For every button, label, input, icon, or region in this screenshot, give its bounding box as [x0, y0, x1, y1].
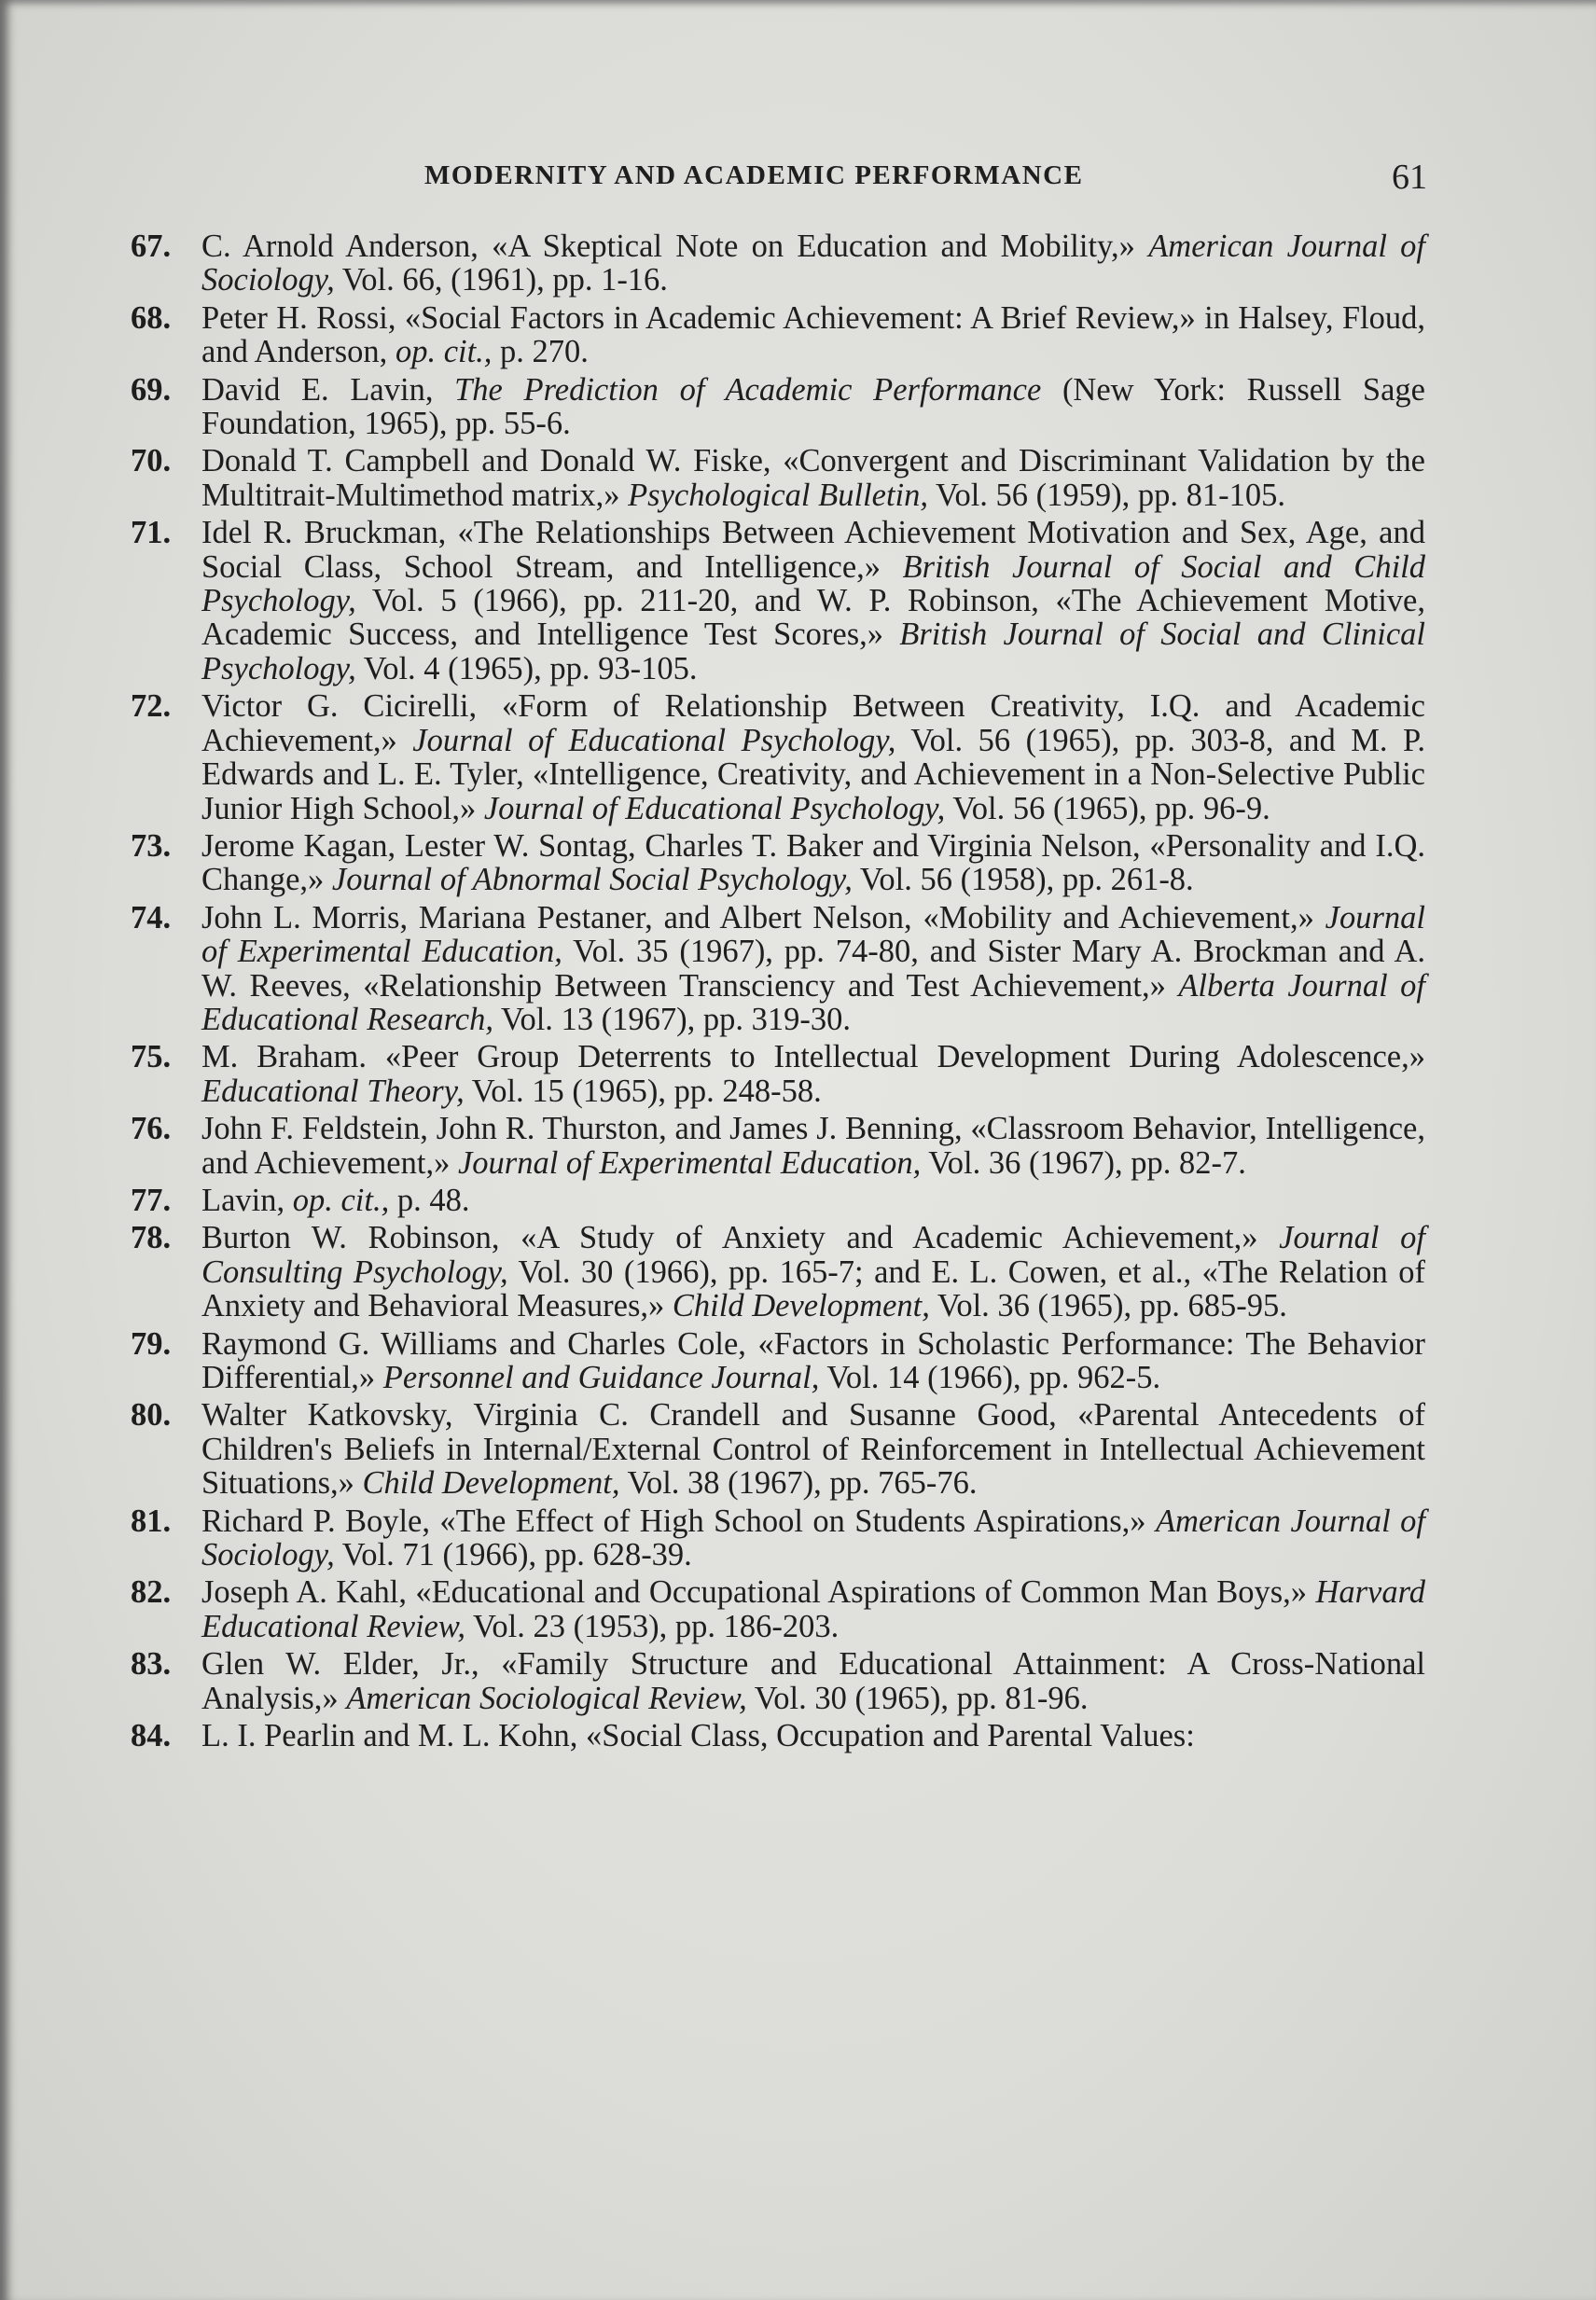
reference-title-italic: The Prediction of Academic Performance [454, 371, 1042, 408]
reference-item [131, 901, 1425, 1037]
reference-number: 81. [131, 1503, 172, 1539]
reference-title-italic: Journal of Experimental Education, [201, 899, 1425, 970]
reference-text: Vol. 30 (1966), pp. 165-7; and E. L. Cowen, et al., «The Relation of Anxiety and Behavioral Measures,» [201, 1254, 1425, 1324]
reference-text: Vol. 56 (1959), pp. 81-105. [928, 477, 1286, 513]
reference-text: Vol. 35 (1967), pp. 74-80, and Sister Mary A. Brockman and A. W. Reeves, «Relationship Between Transciency and Test Achievement,» [201, 934, 1425, 1004]
reference-list [131, 229, 1425, 1756]
reference-text: Vol. 36 (1967), pp. 82-7. [921, 1144, 1246, 1181]
reference-item [131, 1719, 1425, 1753]
page-number: 61 [1392, 158, 1427, 197]
reference-title-italic: Personnel and Guidance Journal, [382, 1360, 820, 1395]
reference-text: Vol. 5 (1966), pp. 211-20, and W. P. Robinson, «The Achievement Motive, Academic Success, and Intelligence Test Scores,» [201, 583, 1425, 653]
reference-item [131, 1327, 1425, 1395]
reference-item [131, 1112, 1425, 1180]
reference-text: Vol. 56 (1965), pp. 96-9. [945, 790, 1270, 826]
reference-text: Donald T. Campbell and Donald W. Fiske, «Convergent and Discriminant Validation by the Multitrait-Multimethod matrix,» [201, 443, 1425, 513]
reference-number: 70. [131, 443, 172, 479]
reference-item [131, 1504, 1425, 1573]
reference-text: David E. Lavin, [201, 371, 455, 408]
reference-number: 74. [131, 899, 172, 935]
running-title: MODERNITY AND ACADEMIC PERFORMANCE [424, 160, 1084, 190]
reference-text: Vol. 23 (1953), pp. 186-203. [465, 1608, 840, 1644]
reference-text: Vol. 13 (1967), pp. 319-30. [493, 1001, 852, 1037]
reference-item [131, 1221, 1425, 1323]
reference-number: 73. [131, 827, 172, 864]
reference-text: Vol. 30 (1965), pp. 81-96. [746, 1680, 1089, 1716]
reference-text: Peter H. Rossi, «Social Factors in Academic Achievement: A Brief Review,» in Halsey, Floud, and Anderson, [201, 299, 1425, 370]
reference-item [131, 1398, 1425, 1500]
reference-title-italic: Child Development, [362, 1465, 620, 1502]
reference-text: Vol. 56 (1958), pp. 261-8. [852, 862, 1194, 898]
reference-item [131, 444, 1425, 512]
reference-text: John F. Feldstein, John R. Thurston, and James J. Benning, «Classroom Behavior, Intelligence, and Achievement,» [201, 1111, 1425, 1181]
reference-title-italic: op. cit., [292, 1182, 390, 1218]
reference-number: 75. [131, 1039, 172, 1075]
reference-number: 82. [131, 1574, 172, 1611]
reference-item [131, 689, 1425, 825]
reference-text: Vol. 71 (1966), pp. 628-39. [334, 1537, 692, 1573]
reference-title-italic: Psychological Bulletin, [628, 477, 928, 513]
reference-number: 79. [131, 1325, 172, 1362]
reference-text: Vol. 66, (1961), pp. 1-16. [334, 262, 668, 298]
reference-text: C. Arnold Anderson, «A Skeptical Note on Education and Mobility,» [201, 229, 1149, 264]
reference-title-italic: Journal of Abnormal Social Psychology, [331, 862, 853, 898]
reference-item [131, 1184, 1425, 1217]
reference-title-italic: Journal of Educational Psychology, [412, 722, 896, 758]
reference-title-italic: American Journal of Sociology, [201, 229, 1426, 298]
reference-text: Vol. 14 (1966), pp. 962-5. [819, 1360, 1161, 1395]
reference-text: Burton W. Robinson, «A Study of Anxiety and Academic Achievement,» [201, 1220, 1280, 1256]
reference-number: 80. [131, 1397, 172, 1434]
reference-text: Joseph A. Kahl, «Educational and Occupational Aspirations of Common Man Boys,» [201, 1574, 1316, 1611]
reference-item [131, 1040, 1425, 1108]
reference-item [131, 1575, 1425, 1643]
reference-text: p. 48. [389, 1182, 470, 1218]
reference-title-italic: Harvard Educational Review, [201, 1574, 1425, 1644]
reference-text: Lavin, [201, 1182, 293, 1218]
reference-title-italic: Child Development, [672, 1288, 930, 1324]
reference-number: 83. [131, 1646, 172, 1683]
reference-item [131, 229, 1425, 298]
reference-item [131, 516, 1425, 686]
reference-number: 77. [131, 1182, 172, 1218]
reference-item [131, 301, 1425, 369]
reference-number: 68. [131, 299, 172, 336]
reference-number: 84. [131, 1718, 172, 1754]
page-header [424, 157, 1427, 198]
reference-text: Vol. 36 (1965), pp. 685-95. [929, 1288, 1287, 1324]
reference-number: 69. [131, 371, 172, 408]
reference-title-italic: op. cit., [395, 334, 493, 370]
reference-title-italic: Educational Theory, [201, 1073, 465, 1109]
reference-item [131, 829, 1425, 897]
reference-title-italic: Journal of Educational Psychology, [483, 790, 946, 826]
reference-text: Raymond G. Williams and Charles Cole, «Factors in Scholastic Performance: The Behavior Differential,» [201, 1325, 1425, 1395]
reference-text: Walter Katkovsky, Virginia C. Crandell and Susanne Good, «Parental Antecedents of Children's Beliefs in Internal/External Control of Reinforcement in Intellectual Achievement Situations,» [201, 1397, 1425, 1502]
reference-text: (New York: Russell Sage Foundation, 1965), pp. 55-6. [201, 371, 1425, 442]
reference-text: Idel R. Bruckman, «The Relationships Between Achievement Motivation and Sex, Age, and Social Class, School Stream, and Intelligence,» [201, 515, 1425, 585]
reference-title-italic: Alberta Journal of Educational Research, [201, 967, 1425, 1037]
reference-number: 67. [131, 229, 172, 264]
reference-title-italic: Journal of Consulting Psychology, [201, 1220, 1425, 1290]
reference-title-italic: American Journal of Sociology, [201, 1503, 1425, 1573]
reference-title-italic: Journal of Experimental Education, [457, 1144, 922, 1181]
reference-text: M. Braham. «Peer Group Deterrents to Intellectual Development During Adolescence,» [201, 1039, 1425, 1075]
reference-text: John L. Morris, Mariana Pestaner, and Albert Nelson, «Mobility and Achievement,» [201, 899, 1325, 935]
reference-text: Vol. 15 (1965), pp. 248-58. [464, 1073, 822, 1109]
reference-text: Glen W. Elder, Jr., «Family Structure and Educational Attainment: A Cross-National Analysis,» [201, 1646, 1425, 1716]
reference-text: Vol. 4 (1965), pp. 93-105. [355, 650, 698, 686]
reference-text: Jerome Kagan, Lester W. Sontag, Charles T. Baker and Virginia Nelson, «Personality and I.Q. Change,» [201, 827, 1425, 898]
reference-number: 76. [131, 1111, 172, 1147]
reference-item [131, 1647, 1425, 1715]
reference-text: Richard P. Boyle, «The Effect of High School on Students Aspirations,» [201, 1503, 1156, 1539]
reference-text: p. 270. [492, 334, 589, 370]
reference-number: 71. [131, 515, 172, 551]
reference-title-italic: British Journal of Social and Clinical Psychology, [201, 617, 1425, 686]
reference-number: 78. [131, 1220, 172, 1256]
reference-title-italic: American Sociological Review, [346, 1680, 747, 1716]
reference-number: 72. [131, 688, 172, 725]
reference-item [131, 373, 1425, 441]
reference-text: L. I. Pearlin and M. L. Kohn, «Social Class, Occupation and Parental Values: [201, 1718, 1195, 1754]
reference-text: Vol. 38 (1967), pp. 765-76. [619, 1465, 978, 1502]
reference-title-italic: British Journal of Social and Child Psychology, [201, 548, 1425, 619]
reference-text: Vol. 56 (1965), pp. 303-8, and M. P. Edwards and L. E. Tyler, «Intelligence, Creativity, and Achievement in a Non-Selective Public Junior High School,» [201, 722, 1426, 826]
reference-text: Victor G. Cicirelli, «Form of Relationship Between Creativity, I.Q. and Academic Achievement,» [201, 688, 1425, 758]
